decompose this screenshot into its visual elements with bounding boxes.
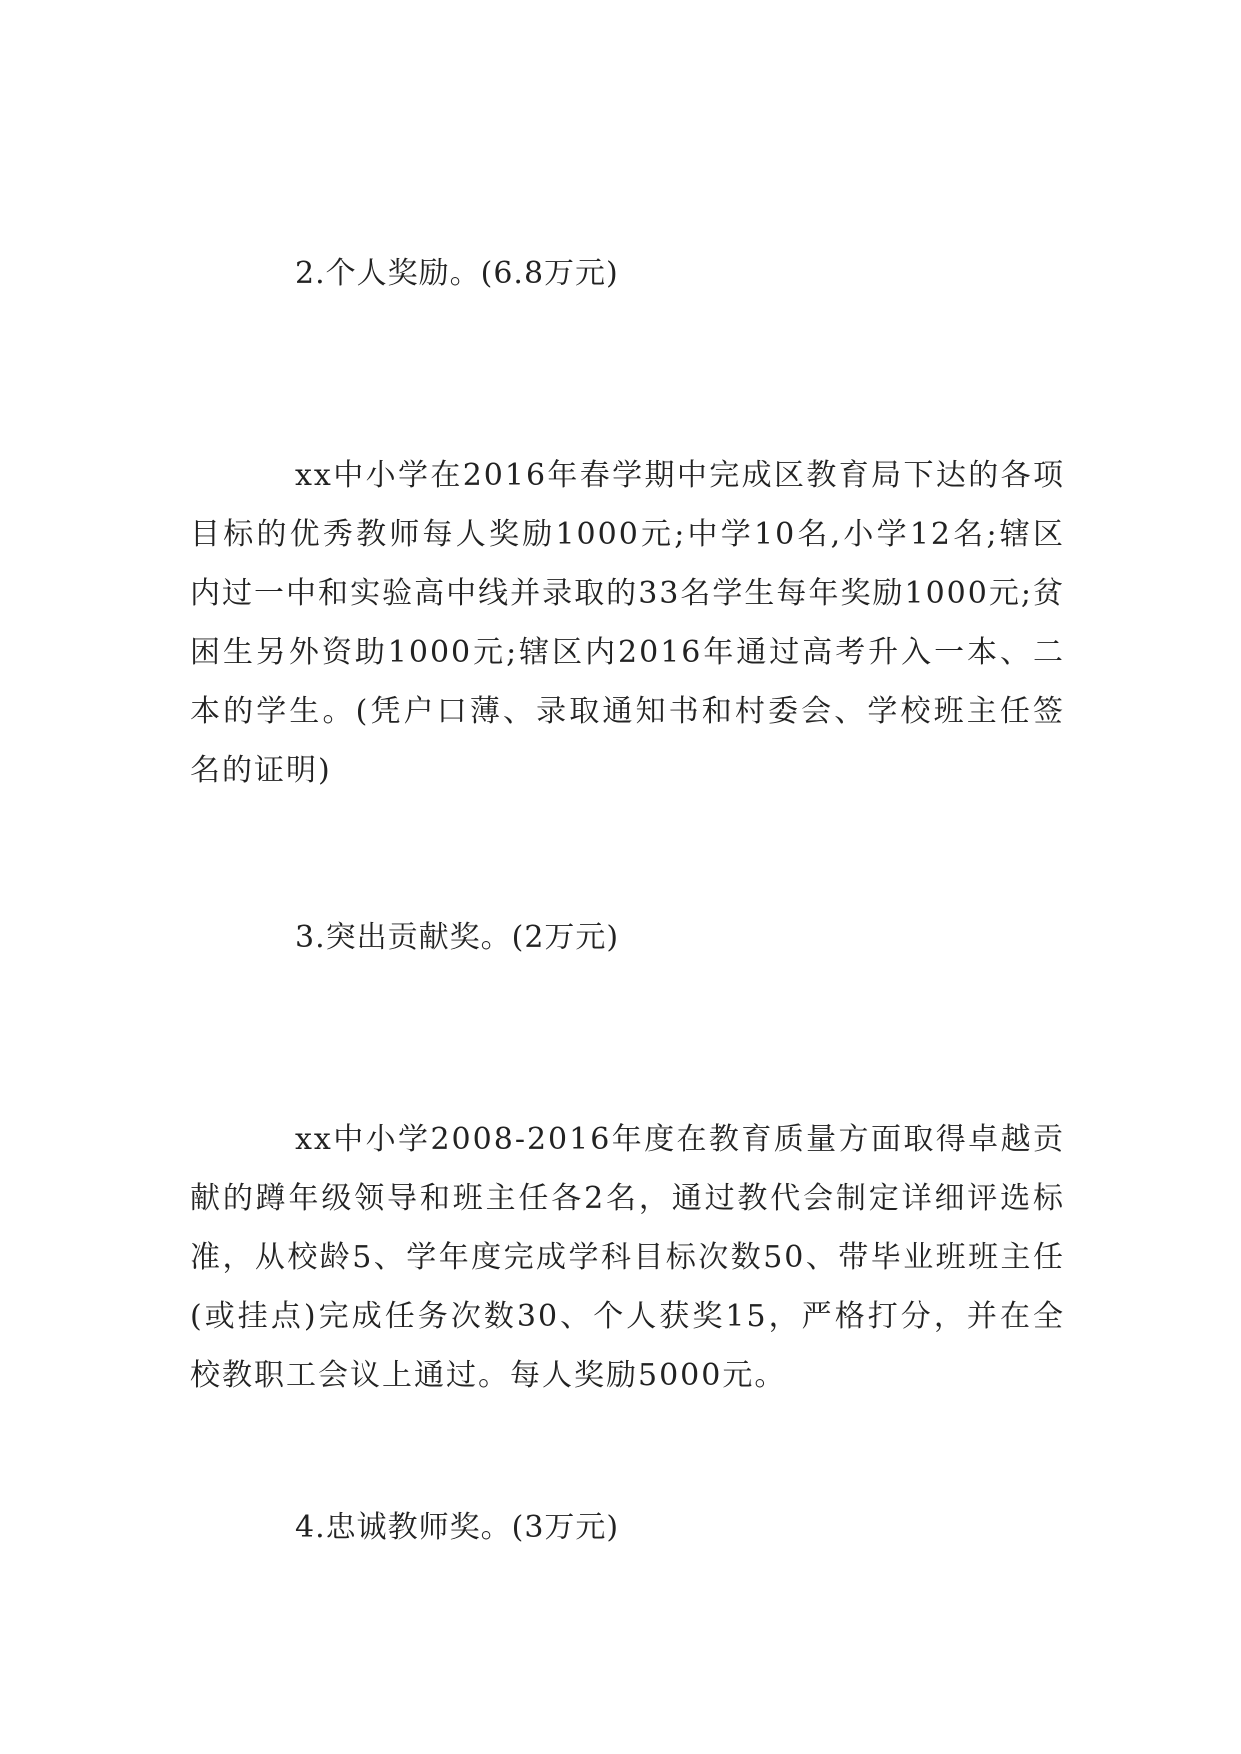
section-heading-contribution-award: 3.突出贡献奖。(2万元) bbox=[295, 920, 620, 955]
section-heading-personal-award: 2.个人奖励。(6.8万元) bbox=[295, 256, 619, 291]
section-body-contribution-award: xx中小学2008-2016年度在教育质量方面取得卓越贡献的蹲年级领导和班主任各2名，通过教代会制定详细评选标准，从校龄5、学年度完成学科目标次数50、带毕业班班主任(或挂点)完成任务次数30、个人获奖15，严格打分，并在全校教职工会议上通过。每人奖励5000元。 bbox=[190, 1122, 1065, 1393]
section-body-personal-award: xx中小学在2016年春学期中完成区教育局下达的各项目标的优秀教师每人奖励1000元;中学10名,小学12名;辖区内过一中和实验高中线并录取的33名学生每年奖励1000元;贫困生另外资助1000元;辖区内2016年通过高考升入一本、二本的学生。(凭户口薄、录取通知书和村委会、学校班主任签名的证明) bbox=[190, 458, 1065, 788]
section-heading-loyal-teacher-award: 4.忠诚教师奖。(3万元) bbox=[295, 1510, 620, 1545]
